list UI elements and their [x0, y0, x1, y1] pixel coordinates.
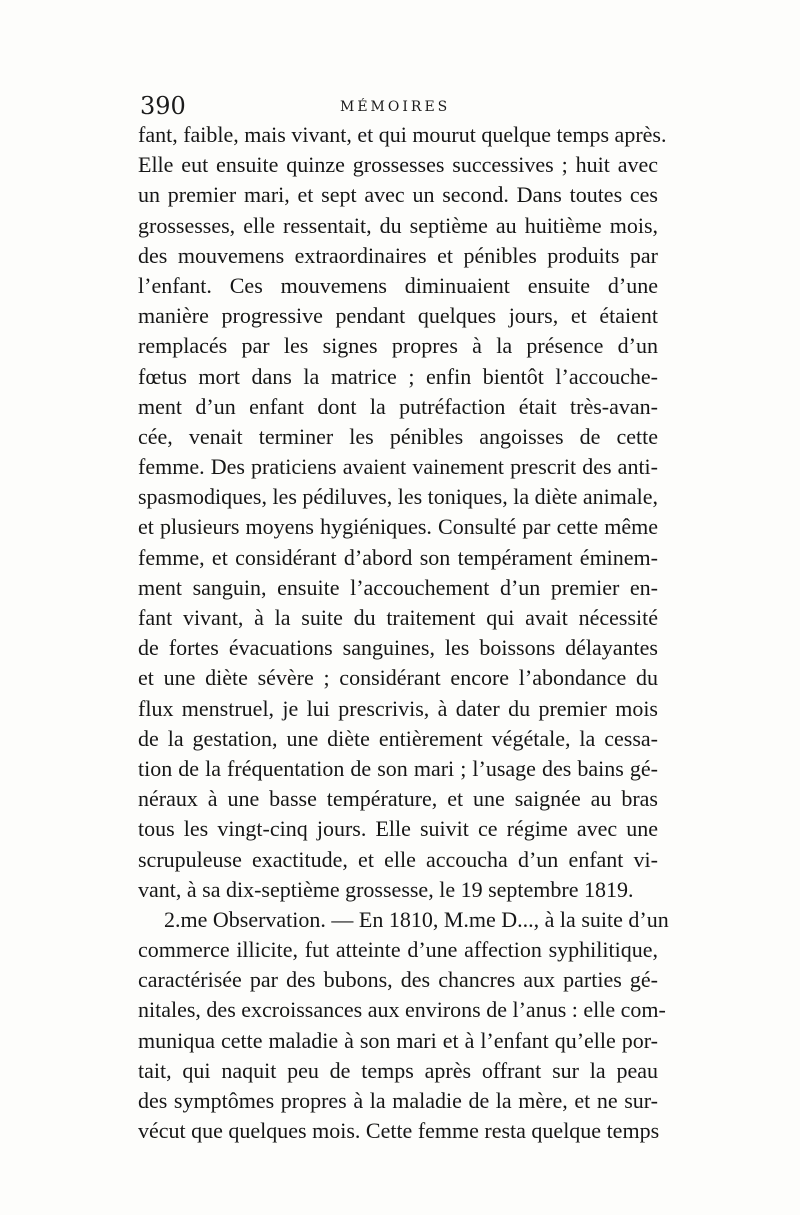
text-line: femme. Des praticiens avaient vainement prescrit des anti- [138, 454, 658, 480]
text-line: nitales, des excroissances aux environs de l’anus : elle com- [138, 997, 666, 1023]
text-line: cée, venait terminer les pénibles angoisses de cette [138, 423, 658, 449]
text-line: vécut que quelques mois. Cette femme resta quelque temps [138, 1118, 660, 1144]
text-line: 2.me Observation. — En 1810, M.me D..., à la suite d’un [164, 906, 669, 932]
text-line: ment d’un enfant dont la putréfaction était très-avan- [138, 393, 658, 419]
text-line: manière progressive pendant quelques jours, et étaient [138, 303, 658, 329]
text-line: spasmodiques, les pédiluves, les toniques, la diète animale, [138, 484, 658, 510]
body-text [138, 120, 669, 1146]
text-line: de la gestation, une diète entièrement végétale, la cessa- [138, 725, 658, 751]
text-line: muniqua cette maladie à son mari et à l’enfant qu’elle por- [138, 1027, 658, 1053]
text-line: et une diète sévère ; considérant encore l’abondance du [138, 665, 658, 691]
text-line: fœtus mort dans la matrice ; enfin bientôt l’accouche- [138, 363, 658, 389]
text-line: flux menstruel, je lui prescrivis, à dater du premier mois [138, 695, 658, 721]
page-number: 390 [140, 92, 186, 120]
text-line: tait, qui naquit peu de temps après offrant sur la peau [138, 1057, 658, 1083]
text-line: néraux à une basse température, et une saignée au bras [138, 786, 658, 812]
text-line: ment sanguin, ensuite l’accouchement d’un premier en- [138, 574, 658, 600]
text-line: tous les vingt-cinq jours. Elle suivit ce régime avec une [138, 816, 658, 842]
text-line: grossesses, elle ressentait, du septième au huitième mois, [138, 212, 658, 238]
text-line: et plusieurs moyens hygiéniques. Consulté par cette même [138, 514, 658, 540]
text-line: remplacés par les signes propres à la présence d’un [138, 333, 658, 359]
text-line: tion de la fréquentation de son mari ; l’usage des bains gé- [138, 755, 658, 781]
page-header [140, 92, 660, 120]
text-line: un premier mari, et sept avec un second. Dans toutes ces [138, 182, 658, 208]
text-line: vant, à sa dix-septième grossesse, le 19 septembre 1819. [138, 876, 634, 902]
text-line: des symptômes propres à la maladie de la mère, et ne sur- [138, 1088, 658, 1113]
text-line: fant vivant, à la suite du traitement qui avait nécessité [138, 605, 658, 630]
running-head: MÉMOIRES [340, 99, 451, 115]
text-line: femme, et considérant d’abord son tempérament éminem- [138, 544, 658, 570]
text-line: fant, faible, mais vivant, et qui mourut quelque temps après. [138, 122, 667, 147]
text-line: Elle eut ensuite quinze grossesses successives ; huit avec [138, 152, 658, 178]
text-line: de fortes évacuations sanguines, les boissons délayantes [138, 635, 658, 661]
text-line: scrupuleuse exactitude, et elle accoucha d’un enfant vi- [138, 846, 658, 872]
text-line: l’enfant. Ces mouvemens diminuaient ensuite d’une [138, 272, 658, 298]
text-line: des mouvemens extraordinaires et pénibles produits par [138, 242, 658, 268]
text-line: caractérisée par des bubons, des chancres aux parties gé- [138, 967, 658, 993]
text-line: commerce illicite, fut atteinte d’une affection syphilitique, [138, 937, 658, 963]
